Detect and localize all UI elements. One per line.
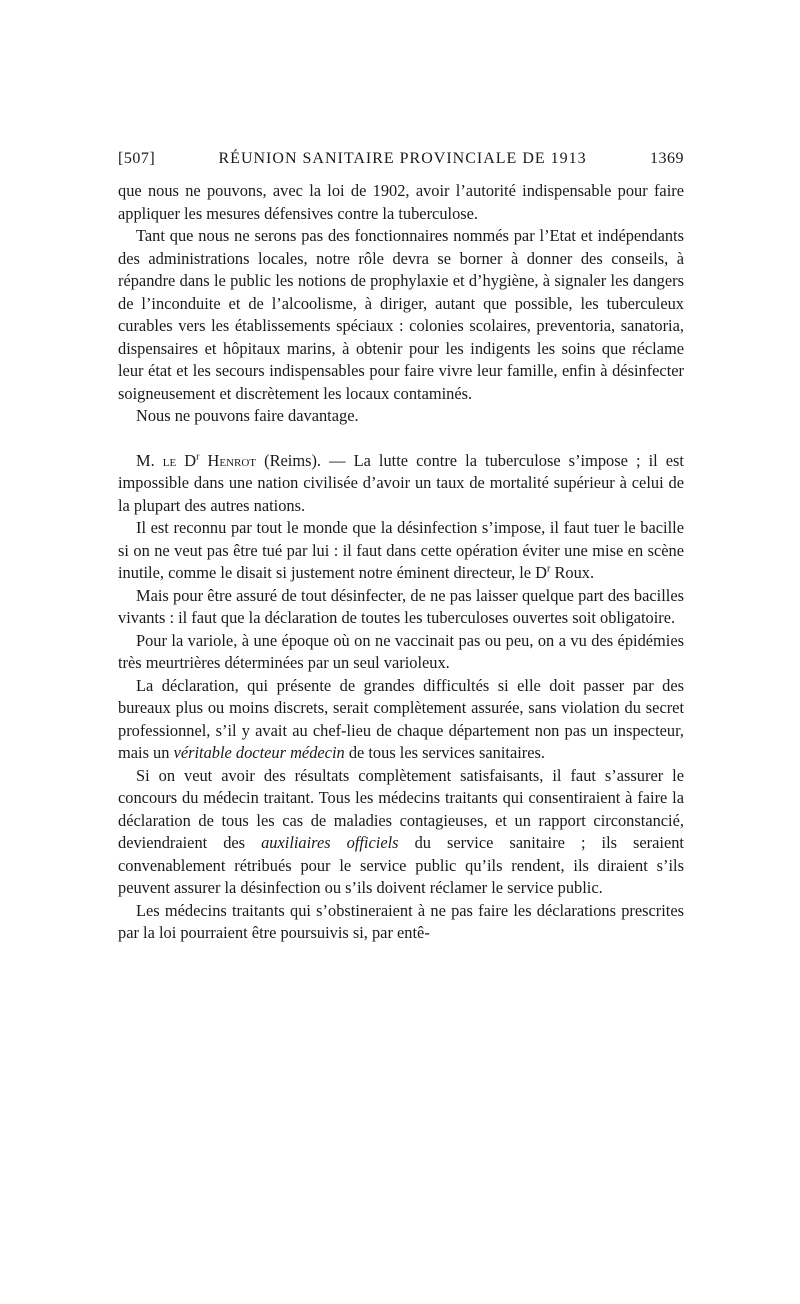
page-number: 1369 <box>649 150 684 167</box>
resultats-after: du service sanitaire ; ils seraient convenablement rétribués pour le service public qu’ils rendent, ils diraient s’ils peuvent assurer la désinfection ou s’ils doivent réclamer le service public. <box>118 833 684 897</box>
section-gap <box>118 428 684 450</box>
paragraph-speaker <box>118 450 684 518</box>
paragraph-continuation: que nous ne pouvons, avec la loi de 1902, avoir l’autorité indispensable pour faire appliquer les mesures défensives contre la tuberculose. <box>118 181 684 223</box>
roux-text: Il est reconnu par tout le monde que la désinfection s’impose, il faut tuer le bacille si on ne veut pas être tué par lui : il faut dans cette opération éviter une mise en scène inutile, comme le disait si justement notre éminent directeur, le D <box>118 518 684 582</box>
paragraph-resultats <box>118 765 684 900</box>
document-page <box>118 150 684 945</box>
paragraph-declaration <box>118 675 684 765</box>
roux-sup: r <box>547 563 551 575</box>
paragraph-variole: Pour la variole, à une époque où on ne vaccinait pas ou peu, on a vu des épidémies très meurtrières déterminées par un seul varioleux. <box>118 630 684 672</box>
resultats-before: Si on veut avoir des résultats complètement satisfaisants, il faut s’assurer le concours du médecin traitant. Tous les médecins traitants qui consentiraient à faire la déclaration de tous les cas de maladies contagieuses, et un rapport circonstancié, deviendraient des <box>118 765 684 852</box>
decl-before: La déclaration, qui présente de grandes difficultés si elle doit passer par des bureaux plus ou moins discrets, serait complètement assurée, sans violation du secret professionnel, s’il y avait au chef-lieu de chaque département non pas un inspecteur, mais un <box>118 675 684 762</box>
speaker-prefix: M. le D <box>136 450 197 470</box>
speaker-name: Henrot <box>207 450 257 470</box>
paragraph-davantage: Nous ne pouvons faire davantage. <box>136 406 359 425</box>
paragraph-declaration-obligatoire: Mais pour être assuré de tout désinfecter, de ne pas laisser quelque part des bacilles vivants : il faut que la déclaration de toutes les tuberculoses ouvertes soit obligatoire. <box>118 585 684 627</box>
header-title: RÉUNION SANITAIRE PROVINCIALE DE 1913 <box>218 150 587 167</box>
speaker-prefix-sup: r <box>196 451 200 463</box>
paragraph-medecins-traitants: Les médecins traitants qui s’obstineraient à ne pas faire les déclarations prescrites par la loi pourraient être poursuivis si, par entê- <box>118 900 684 942</box>
header-left-number: [507] <box>118 150 156 167</box>
paragraph-fonctionnaires: Tant que nous ne serons pas des fonctionnaires nommés par l’Etat et indépendants des administrations locales, notre rôle devra se borner à donner des conseils, à répandre dans le public les notions de prophylaxie et d’hygiène, à signaler les dangers de l’inconduite et de l’alcoolisme, à diriger, autant que possible, les tuberculeux curables vers les établissements spéciaux : colonies scolaires, preventoria, sanatoria, dispensaires et hôpitaux marins, à obtenir pour les indigents les soins que réclame leur état et les secours indispensables pour faire vivre leur famille, enfin à désinfecter soigneusement et discrètement les locaux contaminés. <box>118 226 684 403</box>
speaker-place: (Reims). — <box>264 450 346 470</box>
speaker-text: La lutte contre la tuberculose s’impose ; il est impossible dans une nation civilisée d’avoir un taux de mortalité supérieur à celui de la plupart des autres nations. <box>118 450 684 515</box>
paragraph-desinfection <box>118 517 684 585</box>
running-header <box>118 150 684 168</box>
resultats-emphasis: auxiliaires officiels <box>261 833 399 852</box>
decl-after: de tous les services sanitaires. <box>348 743 545 762</box>
decl-emphasis: véritable docteur médecin <box>173 743 345 762</box>
roux-end: Roux. <box>554 563 595 582</box>
